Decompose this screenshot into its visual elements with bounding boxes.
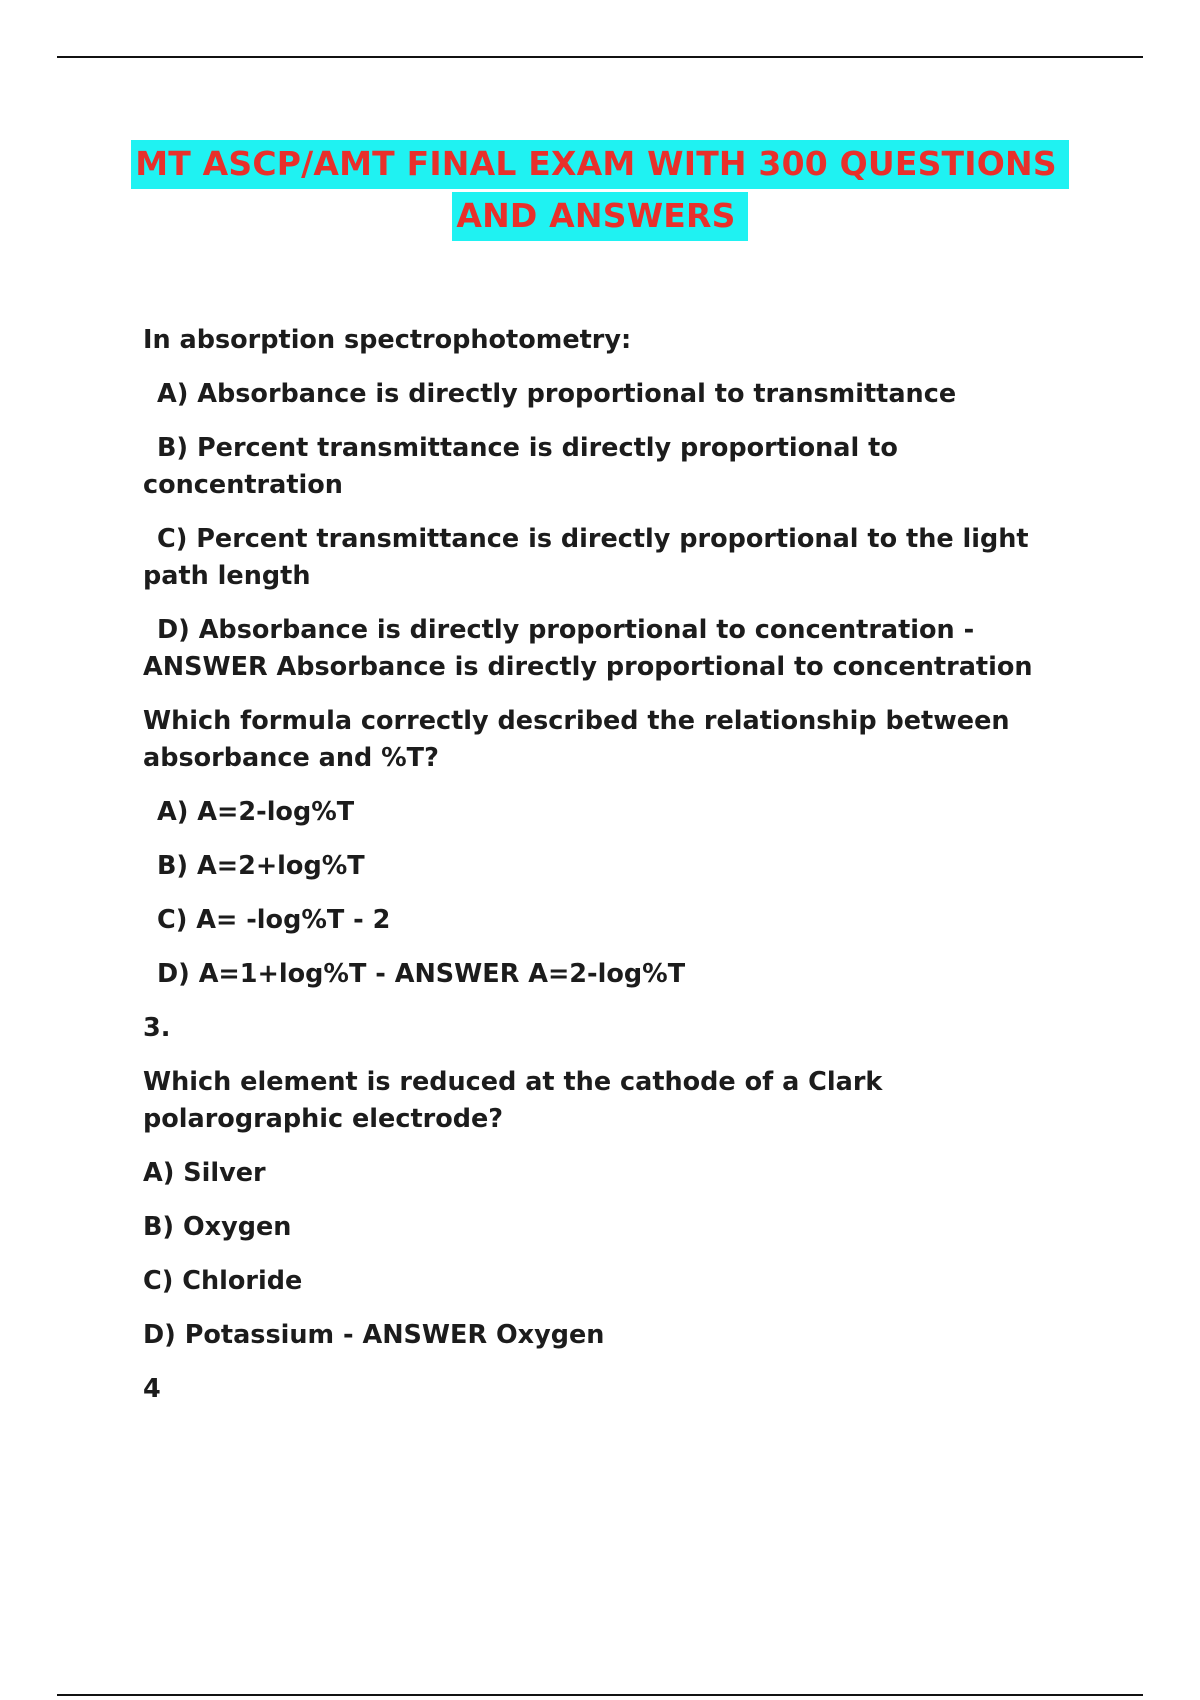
question-number: 4: [143, 1374, 161, 1404]
question-text: In absorption spectrophotometry:: [143, 325, 632, 355]
answer-option: A) Silver: [143, 1158, 266, 1188]
answer-option: B) A=2+log%T: [157, 851, 365, 881]
document-body: [143, 322, 1073, 1425]
title-highlight: AND ANSWERS: [452, 192, 747, 241]
answer-option: D) Potassium - ANSWER Oxygen: [143, 1320, 605, 1350]
answer-option: D) A=1+log%T - ANSWER A=2-log%T: [157, 959, 686, 989]
answer-option: A) Absorbance is directly proportional to transmittance: [157, 379, 957, 409]
answer-option: C) Chloride: [143, 1266, 303, 1296]
answer-option: B) Percent transmittance is directly proportional to concentration: [143, 433, 898, 500]
document-title-line-1: [0, 144, 1200, 183]
header-rule: [57, 56, 1143, 58]
answer-option: B) Oxygen: [143, 1212, 292, 1242]
question-text: Which element is reduced at the cathode of a Clark polarographic electrode?: [143, 1067, 883, 1134]
title-highlight: MT ASCP/AMT FINAL EXAM WITH 300 QUESTIONS: [131, 140, 1069, 189]
question-text: Which formula correctly described the relationship between absorbance and %T?: [143, 706, 1010, 773]
answer-option: D) Absorbance is directly proportional to concentration - ANSWER Absorbance is directly proportional to concentration: [143, 615, 1033, 682]
answer-option: C) A= -log%T - 2: [157, 905, 391, 935]
answer-option: A) A=2-log%T: [157, 797, 355, 827]
footer-rule: [57, 1694, 1143, 1696]
question-number: 3.: [143, 1013, 171, 1043]
document-title-line-2: [0, 196, 1200, 235]
answer-option: C) Percent transmittance is directly proportional to the light path length: [143, 524, 1029, 591]
